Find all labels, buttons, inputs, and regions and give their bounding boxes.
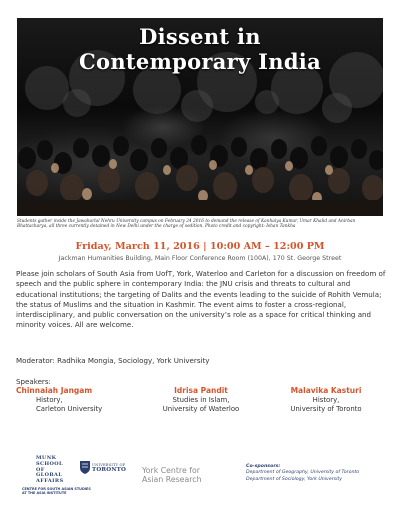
munk-school-logo: [22, 455, 91, 496]
york-centre-asian-research-logo: York Centre for Asian Research: [142, 466, 202, 485]
sponsor-logos: [14, 456, 386, 506]
speaker-field: History,: [36, 396, 63, 404]
title-line-1: Dissent in: [139, 24, 261, 49]
speakers-list: [16, 386, 386, 415]
cosponsors-label: Co-sponsors:: [246, 464, 281, 469]
speaker-affiliation: University of Toronto: [290, 405, 362, 414]
munk-school-wordmark: MUNK SCHOOL OF GLOBAL AFFAIRS: [36, 455, 64, 485]
speaker-card: [266, 386, 386, 415]
title-line-2: Contemporary India: [79, 49, 321, 74]
cosponsor-item: Department of Sociology, York University: [246, 476, 342, 482]
event-date: Friday, March 11, 2016 | 10:00 AM – 12:00 PM: [75, 241, 325, 252]
speaker-affiliation: Carleton University: [36, 405, 103, 414]
speakers-label: Speakers:: [16, 377, 51, 386]
moderator-line: Moderator: Radhika Mongia, Sociology, York University: [16, 356, 210, 365]
speaker-name: Idrisa Pandit: [174, 386, 228, 395]
speaker-name: Malavika Kasturi: [290, 386, 362, 395]
hero-photo: [17, 18, 383, 216]
event-description: Please join scholars of South Asia from UofT, York, Waterloo and Carleton for a discussion on freedom of speech and the public sphere in contemporary India: the JNU crisis and threats to cultural and educational institutions; the targeting of Dalits and the events leading to the suicide of Rohith Vemula; the status of Muslims and the situation in Kashmir. The event aims to foster a cross-regional, interdisciplinary, and public conversation on the university’s role as a space for critical thinking and minority voices. All are welcome.: [16, 269, 386, 330]
speaker-field: History,: [312, 396, 340, 404]
uoft-crest-icon: [80, 461, 90, 474]
centre-south-asian-studies: CENTRE FOR SOUTH ASIAN STUDIES AT THE ASIA INSTITUTE: [22, 487, 91, 496]
speaker-card: [141, 386, 261, 415]
uoft-wordmark: UNIVERSITY OF TORONTO: [92, 463, 127, 473]
speaker-card: [16, 386, 136, 415]
uoft-logo: [80, 459, 132, 487]
poster-title: [17, 24, 383, 74]
speaker-field: Studies in Islam,: [172, 396, 230, 404]
event-venue: Jackman Humanities Building, Main Floor Conference Room (100A), 170 St. George Street: [58, 255, 342, 262]
photo-caption: Students gather inside the Jawaharlal Nehru University campus on February 24 2016 to demand the release of Kanhaiya Kumar, Umar Khalid and Anirban Bhattacharya, all three currently detained in New Delhi under the charge of sedition. Photo credit and copyright: Ishan Tankha: [17, 219, 356, 230]
speaker-affiliation: University of Waterloo: [162, 405, 240, 414]
cosponsors: [246, 464, 391, 483]
cosponsor-item: Department of Geography, University of Toronto: [246, 470, 360, 476]
speaker-name: Chinnaiah Jangam: [16, 386, 93, 395]
